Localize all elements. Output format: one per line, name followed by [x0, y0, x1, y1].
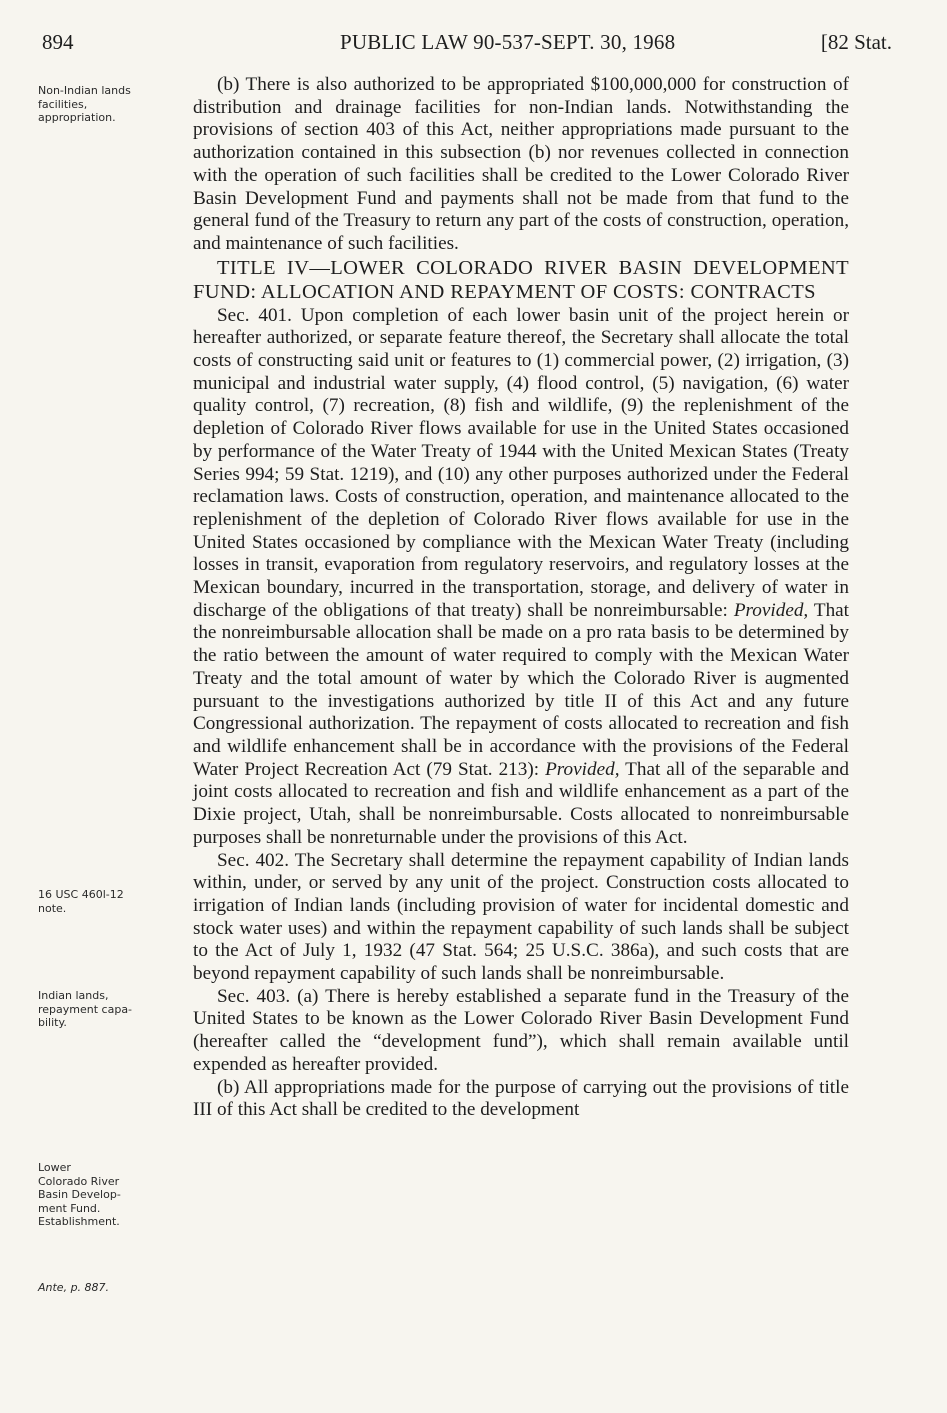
margin-note-line: Indian lands,	[38, 989, 109, 1002]
margin-note-development-fund	[38, 1161, 178, 1229]
margin-note-usc	[38, 888, 178, 915]
paragraph-sec-401	[193, 305, 849, 850]
sec-401-text-part-2: That the nonreimbursable allocation shall be made on a pro rata basis to be determined by the ratio between the amount of water required to comply with the Mexican Water Treaty and the total amount of water by which the Colorado River is augmented pursuant to the investigations authorized by title II of this Act and any future Congressional authorization. The repayment of costs allocated to recreation and fish and wildlife enhancement shall be in accordance with the provisions of the Federal Water Project Recreation Act (79 Stat. 213):	[193, 599, 850, 780]
page-number: 894	[42, 30, 74, 54]
running-head	[42, 30, 892, 64]
margin-note-line: note.	[38, 901, 67, 915]
provided-clause: Provided,	[545, 758, 620, 780]
margin-note-line: bility.	[38, 1016, 67, 1029]
margin-note-line: Non-Indian lands	[38, 84, 131, 97]
margin-note-line: Colorado River	[38, 1174, 120, 1188]
margin-note-line: repayment capa-	[38, 1002, 133, 1016]
provided-clause: Provided,	[733, 599, 809, 621]
margin-note-line: 16 USC 460l-12	[38, 888, 124, 901]
margin-note-non-indian-lands	[38, 84, 178, 125]
title-iv-heading: TITLE IV—LOWER COLORADO RIVER BASIN DEVELOPMENT FUND: ALLOCATION AND REPAYMENT OF COSTS: CONTRACTS	[193, 256, 849, 304]
margin-note-line: facilities,	[38, 97, 88, 111]
paragraph-sec-403-a: Sec. 403. (a) There is hereby established a separate fund in the Treasury of the United States to be known as the Lower Colorado River Basin Development Fund (hereafter called the “development fund”), which shall remain available until expended as hereafter provided.	[193, 985, 849, 1075]
margin-note-line: Basin Develop-	[38, 1188, 121, 1201]
paragraph-sec-403-b: (b) All appropriations made for the purpose of carrying out the provisions of title III of this Act shall be credited to the development	[193, 1076, 849, 1121]
margin-note-line: Ante, p. 887.	[38, 1281, 110, 1294]
sec-401-text-part-1: Sec. 401. Upon completion of each lower basin unit of the project herein or hereafter authorized, or separate feature thereof, the Secretary shall allocate the total costs of constructing said unit or features to (1) commercial power, (2) irrigation, (3) municipal and industrial water supply, (4) flood control, (5) navigation, (6) water quality control, (7) recreation, (8) fish and wildlife, (9) the replenishment of the depletion of Colorado River flows available for use in the United States occasioned by performance of the Water Treaty of 1944 with the United Mexican States (Treaty Series 994; 59 Stat. 1219), and (10) any other purposes authorized under the Federal reclamation laws. Costs of construction, operation, and maintenance allocated to the replenishment of the depletion of Colorado River flows available for use in the United States occasioned by compliance with the Mexican Water Treaty (including losses in transit, evaporation from regulatory reservoirs, and regulatory losses at the Mexican boundary, incurred in the transportation, storage, and delivery of water in discharge of the obligations of that treaty) shall be nonreimbursable:	[193, 304, 849, 621]
margin-note-indian-lands	[38, 989, 178, 1030]
margin-note-ante	[38, 1281, 178, 1295]
statute-reference: [82 Stat.	[820, 30, 892, 54]
paragraph-subsection-b: (b) There is also authorized to be appropriated $100,000,000 for construction of distribution and drainage facilities for non-Indian lands. Notwithstanding the provisions of section 403 of this Act, neither appropriations made pursuant to the authorization contained in this subsection (b) nor revenues collected in connection with the operation of such facilities shall be credited to the Lower Colorado River Basin Development Fund and payments shall not be made from that fund to the general fund of the Treasury to return any part of the costs of construction, operation, and maintenance of such facilities.	[193, 74, 849, 254]
margin-note-line: appropriation.	[38, 111, 116, 124]
margin-note-line: Lower	[38, 1161, 71, 1174]
sec-401-text-part-3: That all of the separable and joint costs allocated to recreation and fish and wildlife enhancement as a part of the Dixie project, Utah, shall be nonreimbursable. Costs allocated to nonreimbursable purposes shall be nonreturnable under the provisions of this Act.	[193, 758, 850, 848]
running-title: PUBLIC LAW 90-537-SEPT. 30, 1968	[340, 30, 676, 54]
paragraph-sec-402: Sec. 402. The Secretary shall determine the repayment capability of Indian lands within, under, or served by any unit of the project. Construction costs allocated to irrigation of Indian lands (including provision of water for incidental domestic and stock water uses) and within the repayment capability of such lands shall be subject to the Act of July 1, 1932 (47 Stat. 564; 25 U.S.C. 386a), and such costs that are beyond repayment capability of such lands shall be nonreimbursable.	[193, 849, 849, 985]
statute-body	[193, 74, 849, 1122]
margin-note-line: Establishment.	[38, 1215, 120, 1228]
margin-note-line: ment Fund.	[38, 1201, 101, 1215]
